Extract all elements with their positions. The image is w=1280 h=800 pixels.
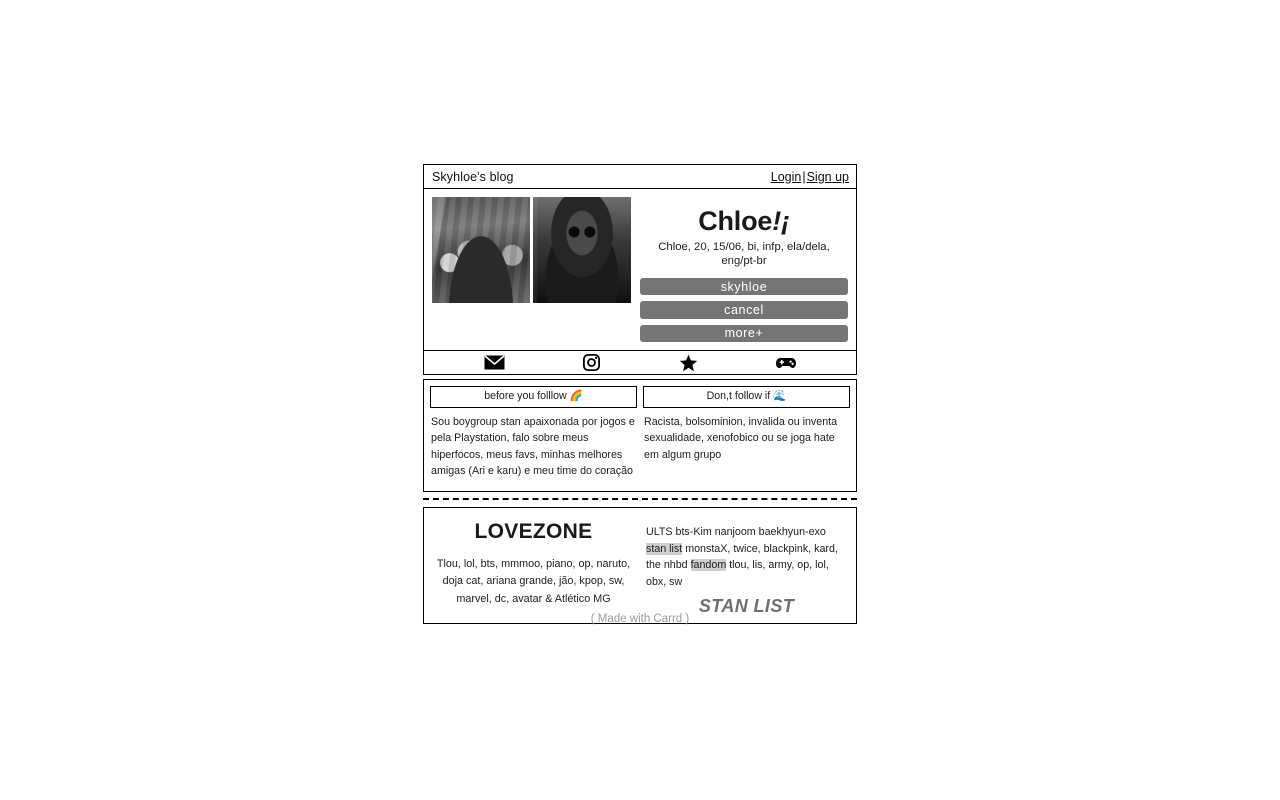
social-links-row (423, 351, 857, 375)
made-with-carrd[interactable]: ( Made with Carrd ) (590, 613, 690, 625)
social-link-mail[interactable] (484, 355, 506, 371)
stanlist-column (645, 517, 848, 615)
more-button[interactable]: more+ (640, 325, 848, 342)
profile-block (640, 197, 848, 342)
stan-text-part-highlighted: fandom (690, 559, 727, 572)
group-photo (432, 197, 530, 303)
stanlist-title: STAN LIST (698, 596, 795, 617)
stanlist-text (645, 517, 848, 590)
signup-link[interactable]: Sign up (806, 169, 849, 184)
dont-follow-heading: Don,t follow if 🌊 (643, 386, 850, 408)
profile-bio: Chloe, 20, 15/06, bi, infp, ela/dela, eng/pt-br (658, 241, 830, 268)
follow-panels (423, 379, 857, 492)
star-icon (679, 354, 698, 372)
social-link-gamepad[interactable] (775, 355, 797, 371)
page-title (640, 207, 848, 235)
before-you-follow-panel (430, 386, 637, 485)
lovezone-column (432, 517, 635, 615)
before-you-follow-heading: before you folllow 🌈 (430, 386, 637, 408)
blog-name: Skyhloe's blog (432, 169, 514, 184)
hero-photo-group (432, 197, 631, 342)
top-bar (423, 164, 857, 189)
stan-text-part: bts-Kim nanjoom baekhyun-exo (672, 526, 826, 538)
social-link-star[interactable] (678, 355, 700, 371)
mail-icon (484, 355, 505, 370)
stan-text-part: monstaX, twice, blackpink, kard, the nhbd (646, 542, 838, 572)
lovezone-title: LOVEZONE (474, 520, 593, 543)
helmet-figure-photo (533, 197, 631, 303)
before-you-follow-text: Sou boygroup stan apaixonada por jogos e pela Playstation, falo sobre meus hiperfocos, meus favs, minhas melhores amigas (Ari e karu) e meu time do coração (431, 415, 635, 478)
stan-text-part-highlighted: stan list (646, 542, 683, 555)
gamepad-icon (775, 356, 797, 370)
auth-links (771, 170, 849, 184)
display-name-suffix: !¡ (772, 206, 790, 236)
social-link-instagram[interactable] (581, 355, 603, 371)
stan-text-part: ULTS (646, 526, 673, 538)
cancel-button[interactable]: cancel (640, 301, 848, 318)
dont-follow-text: Racista, bolsominion, invalida ou inventa sexualidade, xenofobico ou se joga hate em algum grupo (644, 415, 838, 461)
display-name: Chloe (698, 206, 773, 236)
instagram-icon (583, 354, 600, 371)
profile-card (423, 164, 857, 624)
login-link[interactable]: Login (770, 169, 802, 184)
hero-section (423, 189, 857, 351)
lovezone-section (423, 507, 857, 624)
dont-follow-panel (643, 386, 850, 485)
dashed-divider (423, 498, 857, 500)
auth-separator: | (802, 169, 806, 184)
stan-text-part: tlou, lis, army, op, lol, obx, sw (646, 559, 829, 588)
skyhloe-button[interactable]: skyhloe (640, 278, 848, 295)
lovezone-text: Tlou, lol, bts, mmmoo, piano, op, naruto, doja cat, ariana grande, jão, kpop, sw, marvel, dc, avatar & Atlético MG (436, 558, 631, 605)
